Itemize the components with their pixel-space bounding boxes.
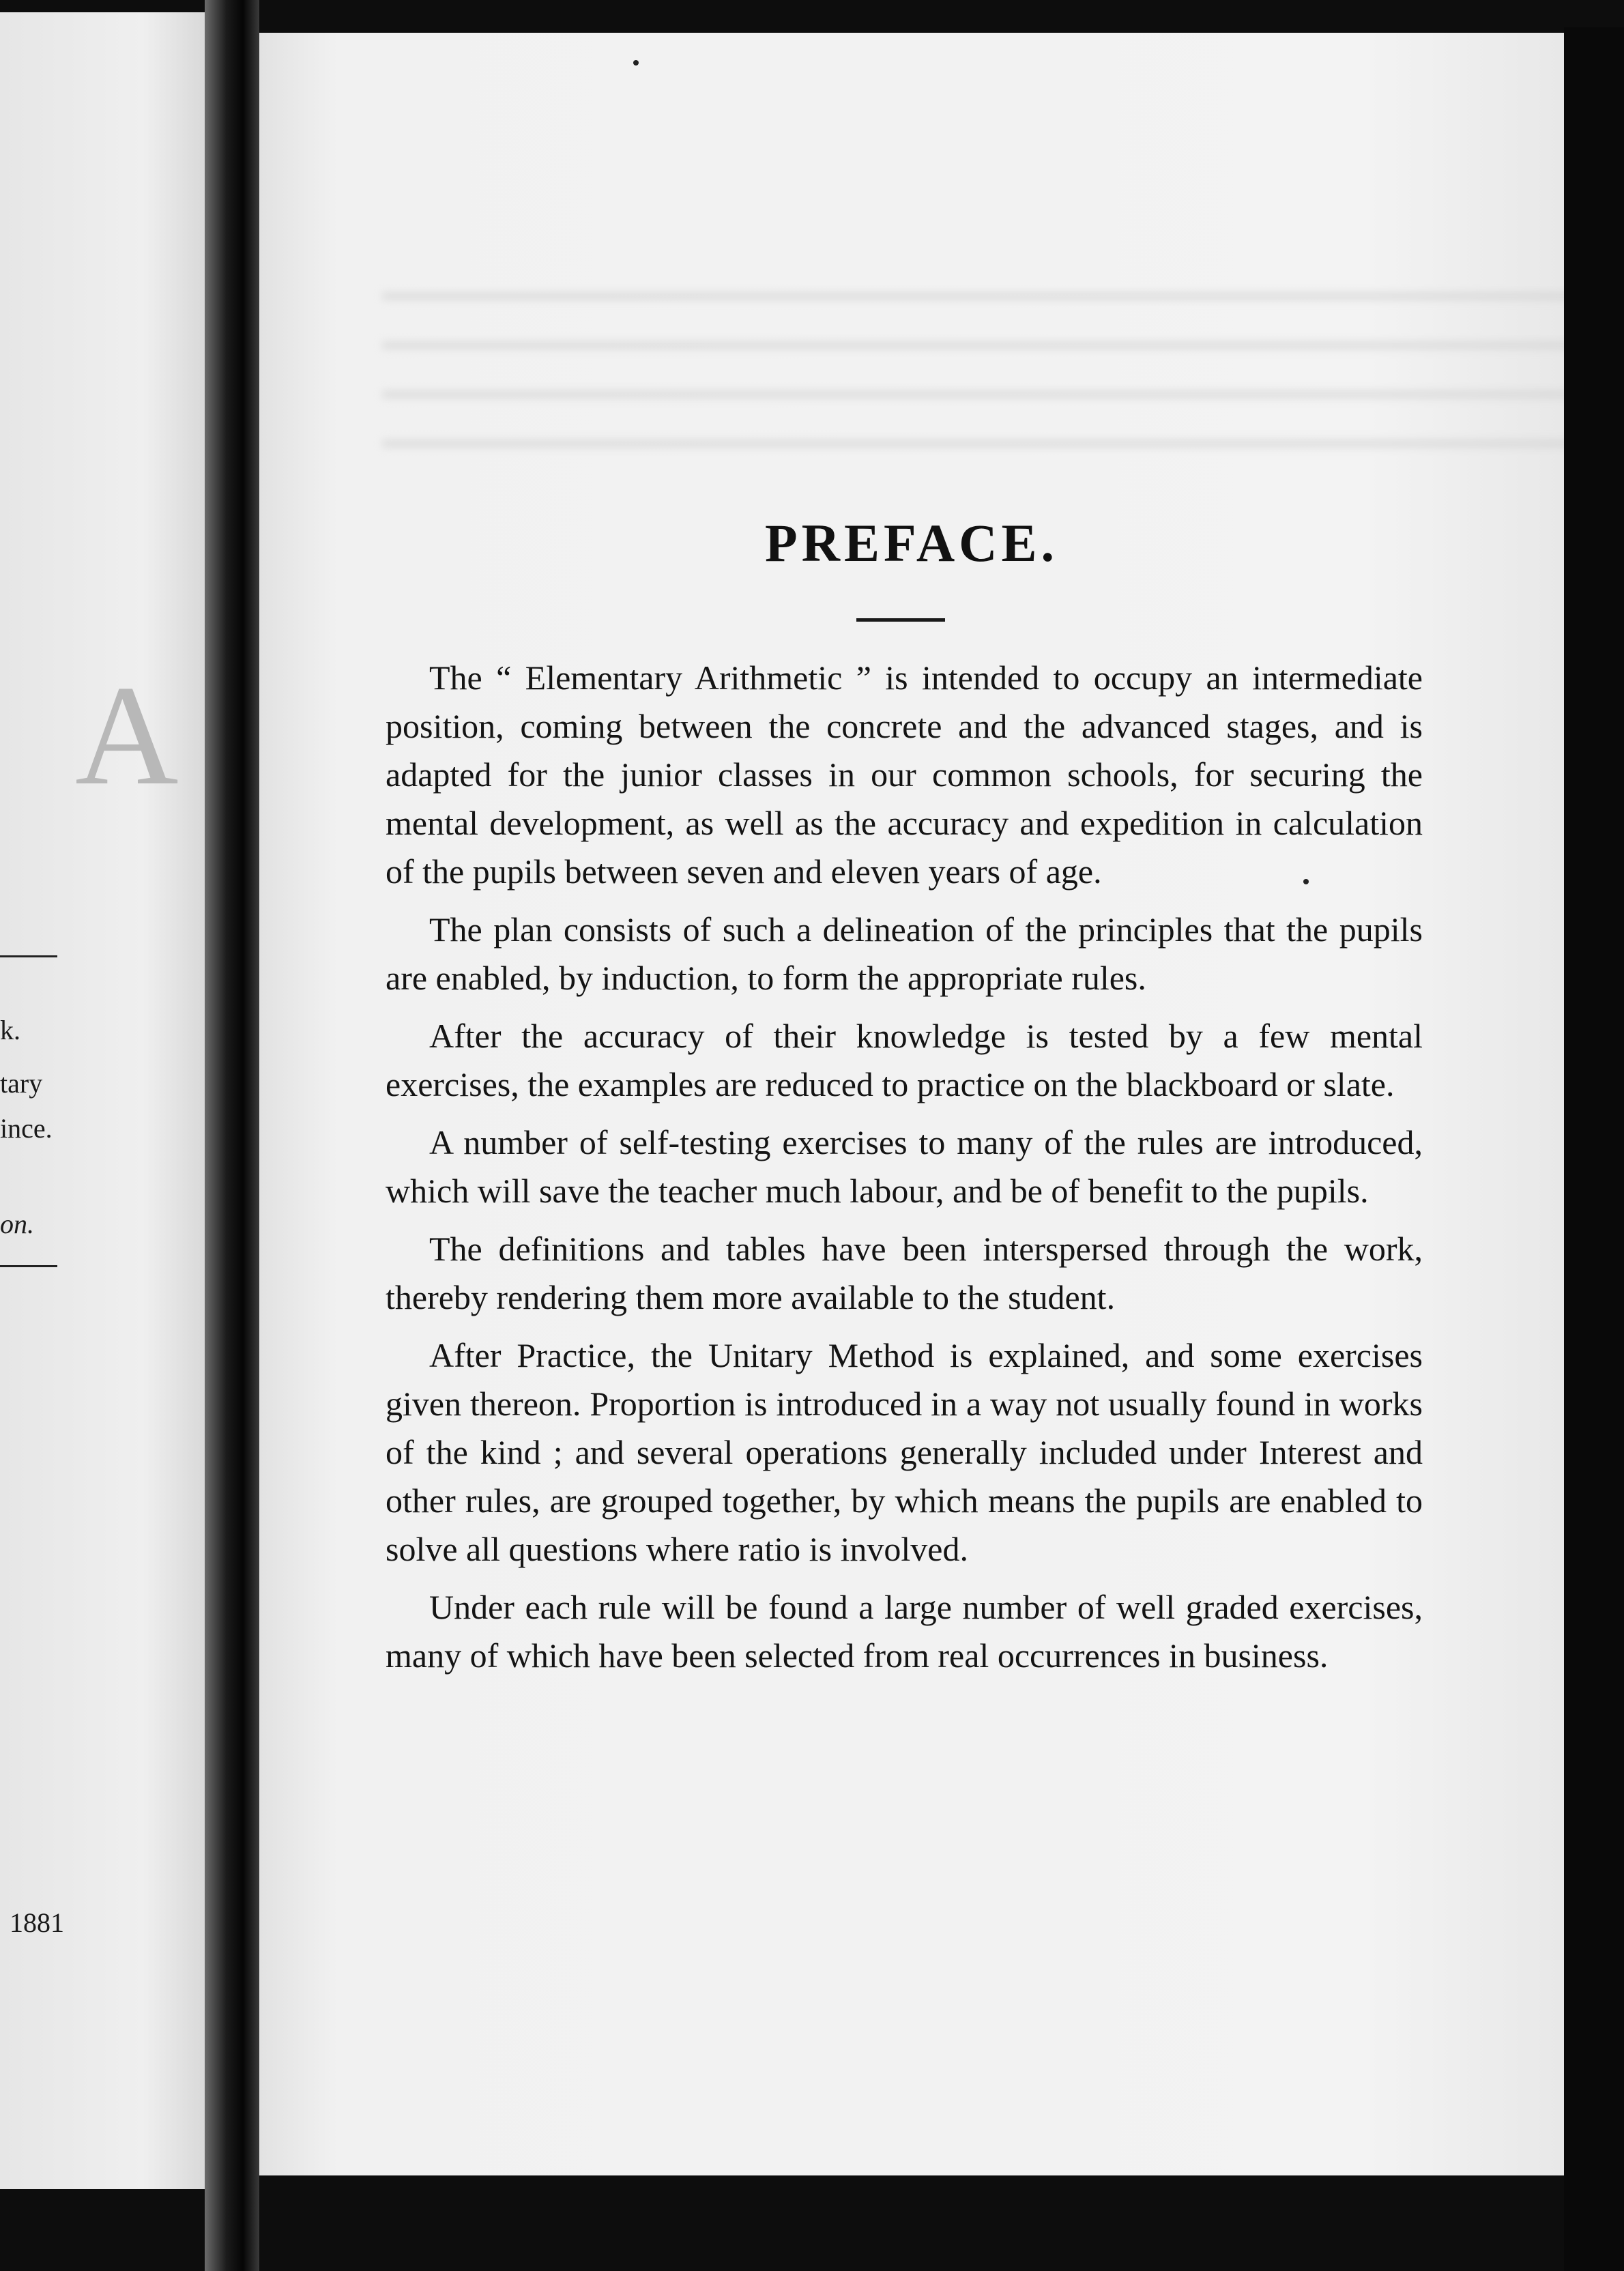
bleed-through-line <box>382 341 1564 349</box>
preface-paragraph: Under each rule will be found a large number of well graded exercises, many of which have been selected from real occurrences in business. <box>386 1588 1423 1675</box>
preface-body <box>386 654 1423 1690</box>
page-title: PREFACE. <box>764 513 1059 573</box>
left-page-rule-bottom <box>0 1265 57 1267</box>
scan-background-edge <box>1564 27 1624 2271</box>
preface-page <box>259 33 1564 2175</box>
left-facing-page <box>0 12 205 2189</box>
ink-speck <box>633 60 639 66</box>
left-page-rule-top <box>0 955 57 957</box>
bleed-through-line <box>382 292 1564 300</box>
preface-paragraph: After the accuracy of their knowledge is tested by a few mental exercises, the examples are reduced to practice on the blackboard or slate. <box>386 1017 1423 1103</box>
bleed-through-line <box>382 390 1564 399</box>
left-page-year: 1881 <box>10 1907 64 1938</box>
preface-paragraph: After Practice, the Unitary Method is explained, and some exercises given thereon. Proportion is introduced in a way not usually found in works of the kind ; and several operations generally included under Interest and other rules, are grouped together, by which means the pupils are enabled to solve all questions where ratio is involved. <box>386 1336 1423 1568</box>
left-page-fragment: tary <box>0 1068 43 1099</box>
left-page-fragment: ince. <box>0 1113 53 1144</box>
bleed-through-line <box>382 439 1564 448</box>
preface-paragraph: The definitions and tables have been interspersed through the work, thereby rendering them more available to the student. <box>386 1230 1423 1316</box>
binding-gutter <box>205 0 259 2271</box>
preface-paragraph: The plan consists of such a delineation of the principles that the pupils are enabled, by induction, to form the appropriate rules. <box>386 910 1423 997</box>
preface-paragraph: The “ Elementary Arithmetic ” is intended to occupy an intermediate position, coming between the concrete and the advanced stages, and is adapted for the junior classes in our common schools, for securing the mental development, as well as the accuracy and expedition in calculation of the pupils between seven and eleven years of age. <box>386 659 1423 891</box>
bleed-through-letter: A <box>75 656 179 815</box>
left-page-fragment: on. <box>0 1209 34 1239</box>
left-page-fragment: k. <box>0 1015 20 1045</box>
preface-paragraph: A number of self-testing exercises to many of the rules are introduced, which will save the teacher much labour, and be of benefit to the pupils. <box>386 1123 1423 1210</box>
title-rule <box>856 618 945 622</box>
